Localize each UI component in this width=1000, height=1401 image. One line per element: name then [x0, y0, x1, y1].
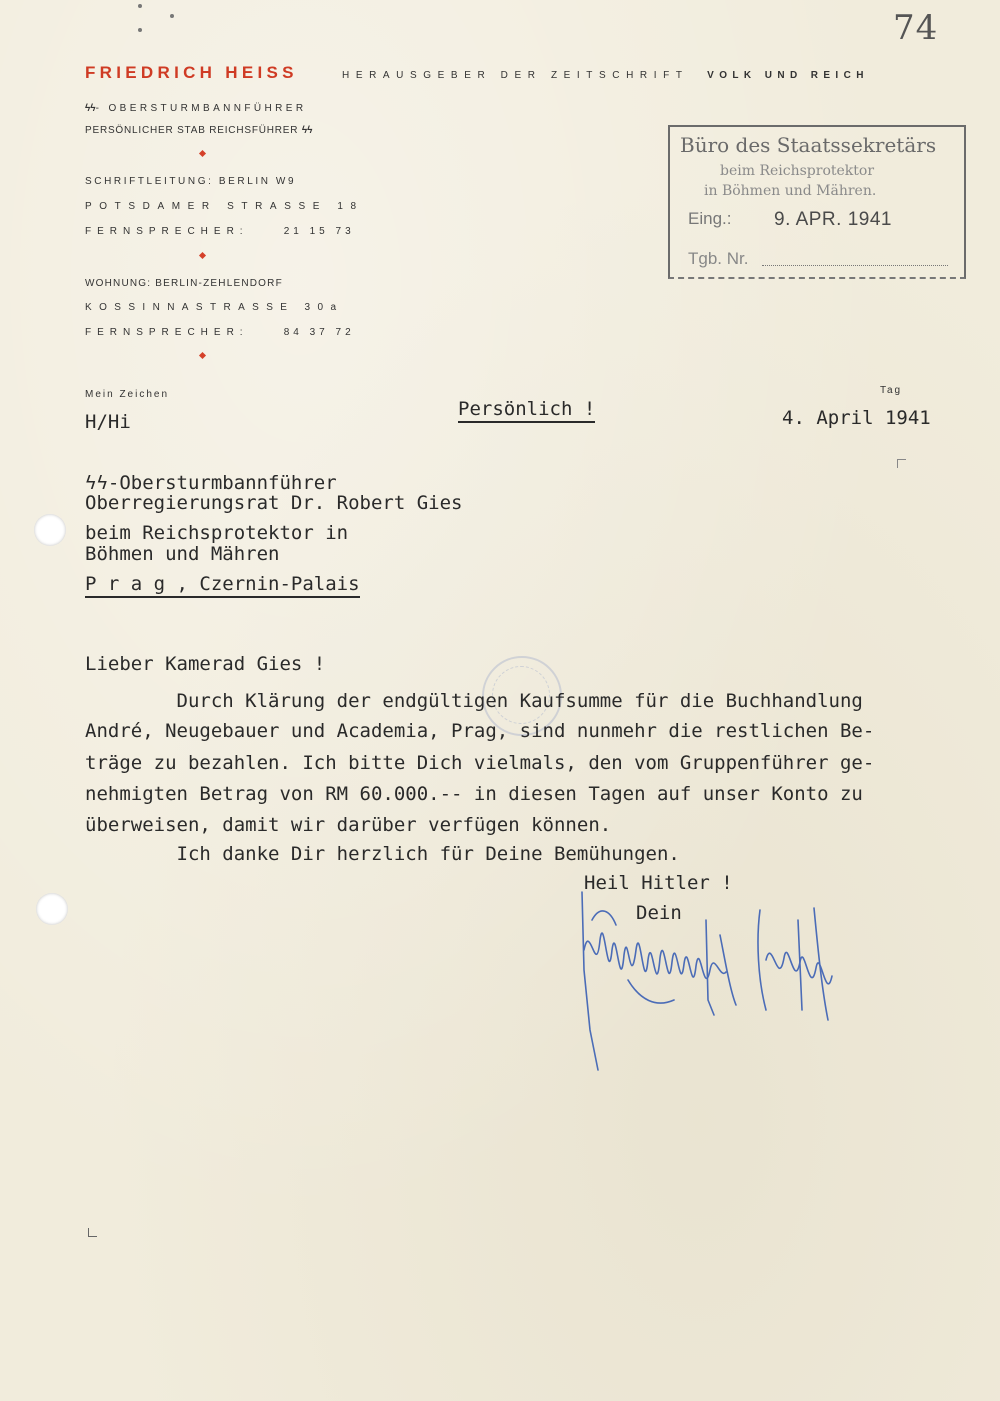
editorial-office: SCHRIFTLEITUNG: BERLIN W9	[85, 176, 297, 187]
home-street: KOSSINNASTRASSE 30a	[85, 302, 344, 313]
stamp-authority: beim Reichsprotektor	[720, 163, 875, 179]
stamp-eing-label: Eing.:	[688, 209, 732, 228]
sender-title	[342, 70, 869, 81]
home-address: WOHNUNG: BERLIN-ZEHLENDORF	[85, 278, 283, 289]
recipient-name: Oberregierungsrat Dr. Robert Gies	[85, 492, 463, 514]
ss-rune: ϟϟ	[85, 103, 96, 114]
sender-staff: PERSÖNLICHER STAB REICHSFÜHRER ϟϟ	[85, 125, 313, 136]
reference-label: Mein Zeichen	[85, 389, 170, 400]
editorial-street: POTSDAMER STRASSE 18	[85, 201, 364, 212]
salutation: Lieber Kamerad Gies !	[85, 653, 326, 675]
binder-mark	[138, 28, 142, 32]
stamp-office: Büro des Staatssekretärs	[680, 133, 937, 157]
fold-mark	[88, 1228, 97, 1237]
letter-date: 4. April 1941	[782, 407, 931, 429]
sender-rank: ϟϟ- OBERSTURMBANNFÜHRER	[85, 103, 307, 114]
body-line: überweisen, damit wir darüber verfügen können.	[85, 814, 612, 836]
body-line: Durch Klärung der endgültigen Kaufsumme für die Buchhandlung	[85, 690, 863, 712]
body-line: nehmigten Betrag von RM 60.000.-- in diesen Tagen auf unser Konto zu	[85, 783, 863, 805]
reference-value: H/Hi	[85, 411, 131, 433]
home-phone: FERNSPRECHER: 84 37 72	[85, 327, 355, 338]
fold-mark	[897, 459, 906, 468]
stamp-region: in Böhmen und Mähren.	[704, 183, 877, 199]
punch-hole	[36, 893, 68, 925]
body-line: André, Neugebauer und Academia, Prag, sind nunmehr die restlichen Be-	[85, 720, 875, 742]
diamond-ornament	[199, 352, 206, 359]
body-line: träge zu bezahlen. Ich bitte Dich vielmals, den vom Gruppenführer ge-	[85, 752, 875, 774]
date-label: Tag	[880, 385, 903, 396]
recipient-office: beim Reichsprotektor in	[85, 522, 349, 544]
ss-rune: ϟϟ	[301, 125, 313, 136]
binder-mark	[170, 14, 174, 18]
title-prefix: HERAUSGEBER DER ZEITSCHRIFT	[342, 70, 689, 81]
recipient-rank: ϟϟ-Obersturmbannführer	[85, 472, 337, 494]
stamp-tgb-label: Tgb. Nr.	[688, 249, 749, 268]
page-number: 74	[893, 8, 939, 48]
handwritten-signature	[570, 880, 860, 1080]
stamp-dotted-line	[762, 265, 948, 266]
editorial-phone: FERNSPRECHER: 21 15 73	[85, 226, 355, 237]
stamp-date: 9. APR. 1941	[774, 209, 892, 230]
punch-hole	[34, 514, 66, 546]
closing-dein: Dein	[636, 902, 682, 924]
personal-marking: Persönlich !	[458, 398, 595, 420]
magazine-name: VOLK UND REICH	[707, 70, 869, 81]
sender-name: FRIEDRICH HEISS	[85, 63, 298, 82]
recipient-city: P r a g , Czernin-Palais	[85, 573, 360, 595]
diamond-ornament	[199, 150, 206, 157]
diamond-ornament	[199, 252, 206, 259]
binder-mark	[138, 4, 142, 8]
closing-greeting: Heil Hitler !	[584, 872, 733, 894]
recipient-region: Böhmen und Mähren	[85, 543, 280, 565]
body-line: Ich danke Dir herzlich für Deine Bemühungen.	[85, 843, 680, 865]
received-stamp	[668, 125, 966, 279]
